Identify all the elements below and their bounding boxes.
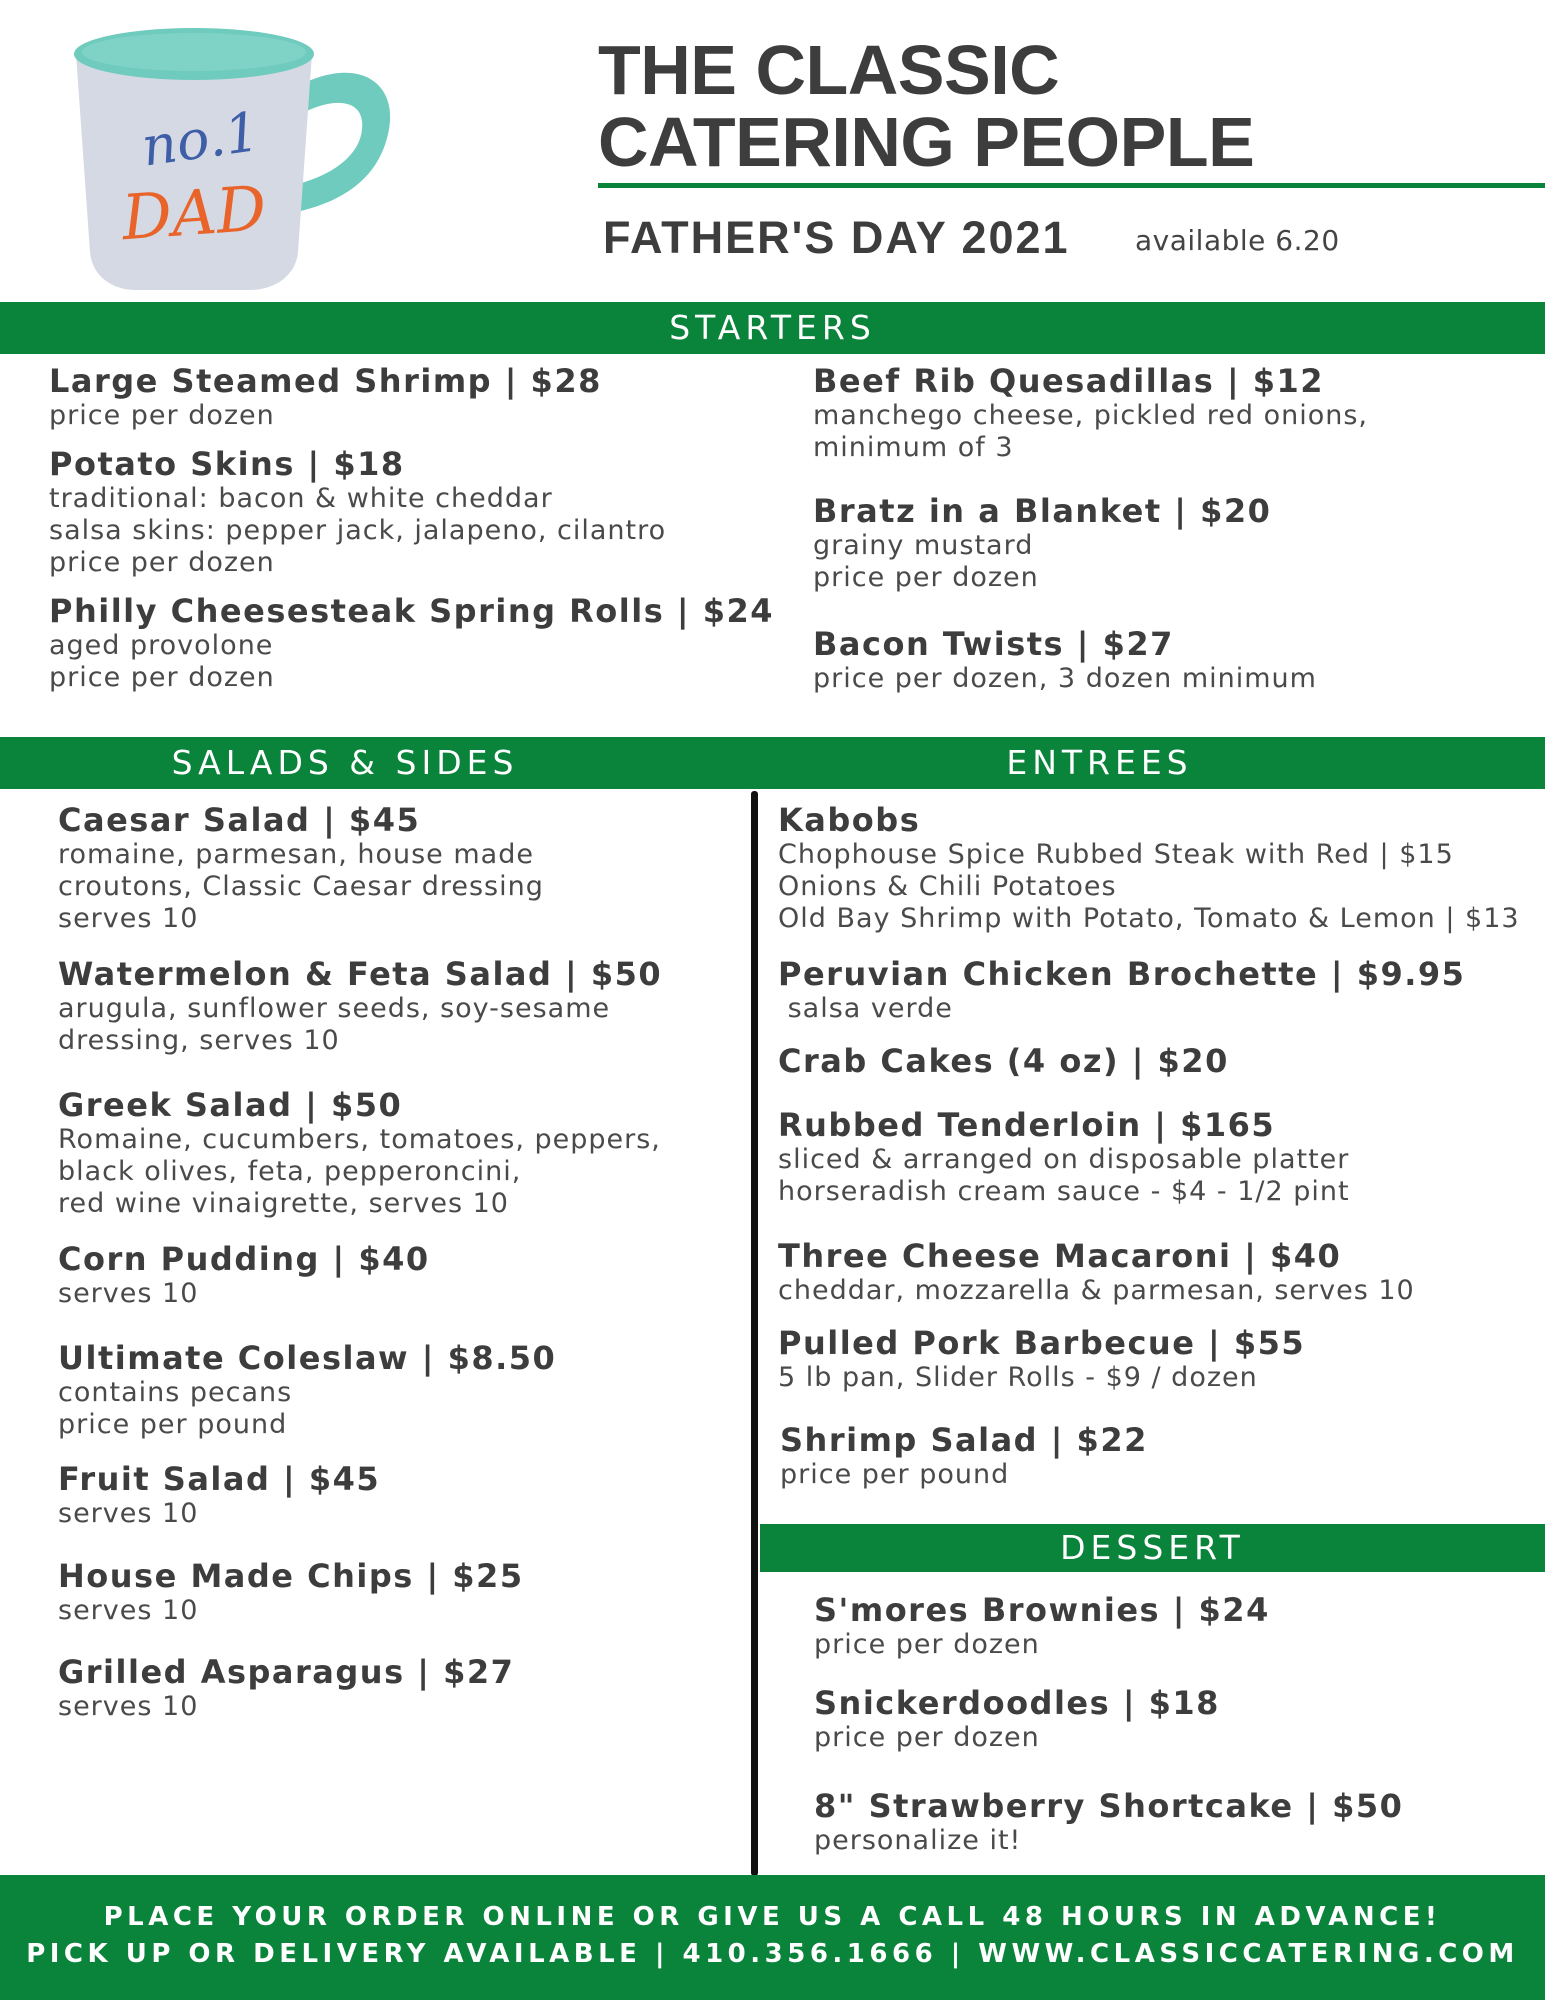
item-name: 8" Strawberry Shortcake | $50	[814, 1787, 1404, 1825]
footer-line-1: PLACE YOUR ORDER ONLINE OR GIVE US A CALL 48 HOURS IN ADVANCE!	[103, 1902, 1442, 1932]
item-name: Shrimp Salad | $22	[780, 1421, 1148, 1459]
page-subtitle: FATHER'S DAY 2021	[603, 212, 1070, 263]
item-name: Grilled Asparagus | $27	[58, 1653, 515, 1691]
item-desc: price per pound	[780, 1459, 1010, 1490]
item-name: Crab Cakes (4 oz) | $20	[778, 1042, 1229, 1080]
footer-banner	[0, 1875, 1545, 2000]
menu-item	[814, 1591, 1270, 1661]
item-name: House Made Chips | $25	[58, 1557, 524, 1595]
item-name: Corn Pudding | $40	[58, 1240, 430, 1278]
item-desc: serves 10	[58, 1595, 199, 1626]
title-divider	[598, 183, 1545, 188]
menu-item	[813, 362, 1368, 464]
item-name: Rubbed Tenderloin | $165	[778, 1106, 1276, 1144]
menu-item	[58, 1339, 556, 1441]
mug-illustration	[60, 14, 420, 304]
item-desc: Onions & Chili Potatoes	[778, 871, 1117, 902]
mug-text-dad: DAD	[119, 171, 269, 255]
item-desc: 5 lb pan, Slider Rolls - $9 / dozen	[778, 1362, 1258, 1393]
item-desc: red wine vinaigrette, serves 10	[58, 1188, 509, 1219]
item-desc: dressing, serves 10	[58, 1025, 340, 1056]
menu-item	[58, 1557, 524, 1627]
item-desc: Chophouse Spice Rubbed Steak with Red | $15	[778, 839, 1454, 870]
title-line-2: CATERING PEOPLE	[598, 103, 1255, 181]
item-name: Watermelon & Feta Salad | $50	[58, 955, 663, 993]
menu-item	[58, 1086, 661, 1220]
menu-item	[49, 445, 666, 579]
page-title	[598, 31, 1255, 181]
availability-note: available 6.20	[1135, 224, 1340, 257]
salads-heading: SALADS & SIDES	[171, 743, 519, 782]
item-desc: traditional: bacon & white cheddar	[49, 483, 553, 514]
menu-item	[814, 1787, 1403, 1857]
menu-item	[778, 1042, 1229, 1080]
menu-item	[778, 955, 1465, 1025]
item-desc: croutons, Classic Caesar dressing	[58, 871, 544, 902]
menu-item	[814, 1684, 1220, 1754]
column-divider	[751, 791, 758, 1876]
item-desc: grainy mustard	[813, 530, 1034, 561]
item-name: Three Cheese Macaroni | $40	[778, 1237, 1342, 1275]
item-desc: minimum of 3	[813, 432, 1014, 463]
item-desc: price per dozen	[814, 1722, 1040, 1753]
item-desc: serves 10	[58, 1691, 199, 1722]
item-desc: salsa skins: pepper jack, jalapeno, cilantro	[49, 515, 667, 546]
item-desc: black olives, feta, pepperoncini,	[58, 1156, 522, 1187]
item-name: Kabobs	[778, 801, 921, 839]
menu-item	[58, 1653, 514, 1723]
menu-item	[778, 1324, 1305, 1394]
menu-item	[58, 955, 662, 1057]
item-desc: price per dozen, 3 dozen minimum	[813, 663, 1317, 694]
item-desc: manchego cheese, pickled red onions,	[813, 400, 1368, 431]
item-desc: horseradish cream sauce - $4 - 1/2 pint	[778, 1176, 1350, 1207]
entrees-heading: ENTREES	[1006, 743, 1193, 782]
menu-item	[58, 1460, 380, 1530]
menu-item	[58, 1240, 430, 1310]
menu-item	[58, 801, 544, 935]
mug-text-no1: no.1	[137, 99, 264, 179]
footer-line-2: PICK UP OR DELIVERY AVAILABLE | 410.356.1666 | WWW.CLASSICCATERING.COM	[26, 1939, 1519, 1969]
item-name: Bacon Twists | $27	[813, 625, 1174, 663]
item-desc: price per dozen	[814, 1629, 1040, 1660]
item-desc: salsa verde	[778, 993, 953, 1024]
item-desc: price per dozen	[813, 562, 1039, 593]
dessert-heading: DESSERT	[760, 1524, 1545, 1572]
menu-item	[778, 801, 1520, 935]
item-desc: contains pecans	[58, 1377, 293, 1408]
item-desc: price per dozen	[49, 547, 275, 578]
item-name: Potato Skins | $18	[49, 445, 405, 483]
menu-item	[49, 592, 774, 694]
item-name: Large Steamed Shrimp | $28	[49, 362, 602, 400]
item-name: Philly Cheesesteak Spring Rolls | $24	[49, 592, 775, 630]
item-desc: price per dozen	[49, 400, 275, 431]
starters-heading: STARTERS	[0, 302, 1545, 354]
menu-item	[49, 362, 602, 432]
item-desc: arugula, sunflower seeds, soy-sesame	[58, 993, 611, 1024]
item-desc: cheddar, mozzarella & parmesan, serves 10	[778, 1275, 1415, 1306]
item-desc: sliced & arranged on disposable platter	[778, 1144, 1350, 1175]
menu-item	[778, 1106, 1350, 1208]
item-desc: serves 10	[58, 1498, 199, 1529]
title-line-1: THE CLASSIC	[598, 31, 1060, 109]
item-name: Caesar Salad | $45	[58, 801, 421, 839]
item-name: Greek Salad | $50	[58, 1086, 403, 1124]
item-name: S'mores Brownies | $24	[814, 1591, 1270, 1629]
item-desc: Old Bay Shrimp with Potato, Tomato & Lemon | $13	[778, 903, 1520, 934]
menu-item	[813, 492, 1271, 594]
item-name: Ultimate Coleslaw | $8.50	[58, 1339, 557, 1377]
item-desc: Romaine, cucumbers, tomatoes, peppers,	[58, 1124, 661, 1155]
item-desc: romaine, parmesan, house made	[58, 839, 534, 870]
item-name: Beef Rib Quesadillas | $12	[813, 362, 1325, 400]
item-name: Fruit Salad | $45	[58, 1460, 381, 1498]
item-desc: aged provolone	[49, 630, 274, 661]
item-desc: price per pound	[58, 1409, 288, 1440]
menu-item	[778, 1237, 1415, 1307]
item-desc: price per dozen	[49, 662, 275, 693]
item-name: Bratz in a Blanket | $20	[813, 492, 1272, 530]
item-desc: serves 10	[58, 1278, 199, 1309]
item-name: Pulled Pork Barbecue | $55	[778, 1324, 1306, 1362]
item-desc: serves 10	[58, 903, 199, 934]
menu-item	[813, 625, 1317, 695]
menu-item	[780, 1421, 1148, 1491]
item-desc: personalize it!	[814, 1825, 1022, 1856]
item-name: Snickerdoodles | $18	[814, 1684, 1220, 1722]
item-name: Peruvian Chicken Brochette | $9.95	[778, 955, 1466, 993]
